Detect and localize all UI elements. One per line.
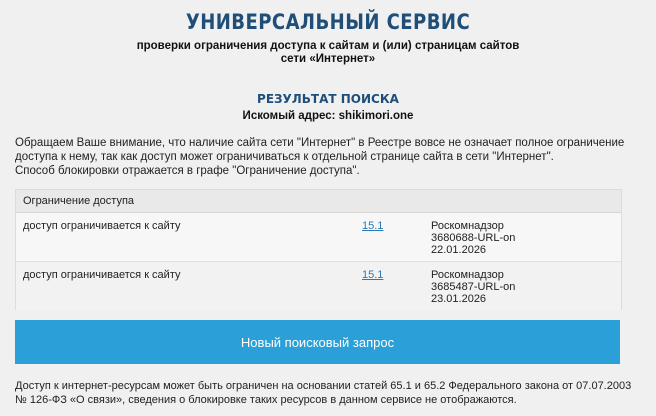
authority: Роскомнадзор <box>431 220 504 232</box>
notice-line-3: Способ блокировки отражается в графе "Ограничение доступа". <box>15 165 360 177</box>
table-header <box>16 190 621 213</box>
result-title: РЕЗУЛЬТАТ ПОИСКА <box>257 92 399 106</box>
decision-info <box>431 220 515 256</box>
table-row <box>16 262 621 310</box>
record-date: 22.01.2026 <box>431 244 487 256</box>
table-header-label: Ограничение доступа <box>23 195 135 207</box>
restriction-type: доступ ограничивается к сайту <box>23 220 181 232</box>
record-number: 3685487-URL-on <box>431 281 516 293</box>
page-subtitle <box>0 40 656 66</box>
article-link[interactable]: 15.1 <box>362 220 384 232</box>
notice-line-2: доступа к нему, так как доступ может ограничиваться к отдельной странице сайта в сети "Интернет". <box>15 151 554 163</box>
restrictions-table <box>15 189 622 310</box>
footer-line-1: Доступ к интернет-ресурсам может быть ограничен на основании статей 65.1 и 65.2 Федерального закона от 07.07.2003 <box>15 380 632 392</box>
footer-note <box>15 379 651 407</box>
page-title: УНИВЕРСАЛЬНЫЙ СЕРВИС <box>185 10 471 34</box>
footer-line-2: № 126-ФЗ «О связи», сведения о блокировке таких ресурсов в данном сервисе не отображаются. <box>15 394 517 406</box>
authority: Роскомнадзор <box>431 269 504 281</box>
record-number: 3680688-URL-on <box>431 232 516 244</box>
table-row <box>16 213 621 262</box>
notice-text <box>15 136 645 178</box>
notice-line-1: Обращаем Ваше внимание, что наличие сайта сети "Интернет" в Реестре вовсе не означает полное ограничение <box>15 137 625 149</box>
decision-info <box>431 269 515 305</box>
record-date: 23.01.2026 <box>431 293 487 305</box>
subtitle-line-2: сети «Интернет» <box>280 53 376 65</box>
restriction-type: доступ ограничивается к сайту <box>23 269 181 281</box>
subtitle-line-1: проверки ограничения доступа к сайтам и (или) страницам сайтов <box>136 40 520 52</box>
searched-address: Искомый адрес: shikimori.one <box>242 110 414 122</box>
new-search-button[interactable]: Новый поисковый запрос <box>15 320 620 364</box>
article-link[interactable]: 15.1 <box>362 269 384 281</box>
